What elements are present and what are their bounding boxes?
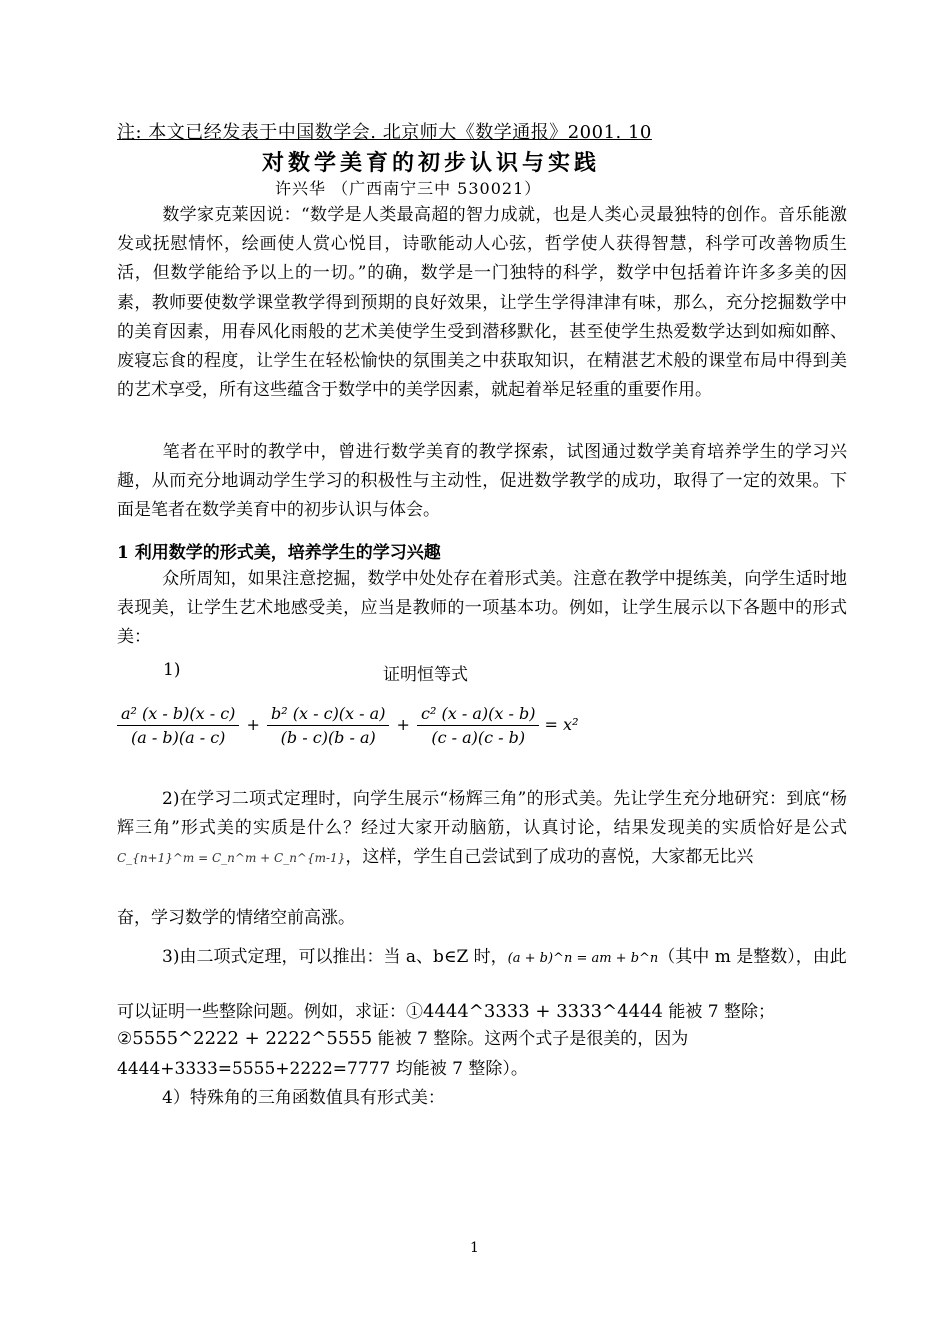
item3-text-f: 能被 7 整除。这两个式子是很美的，因为	[372, 1029, 689, 1049]
item2-text-a: 2)在学习二项式定理时，向学生展示“杨辉三角”的形式美。先让学生充分地研究：到底“杨辉三角”形式美的实质是什么？经过大家开动脑筋，认真讨论，结果发现美的实质恰好是公式	[117, 789, 847, 839]
item3-text-a: 3)由二项式定理，可以推出：当 a、b∈Z 时，	[162, 947, 508, 967]
page-number: 1	[470, 1240, 479, 1256]
paragraph-formal-beauty	[117, 565, 847, 653]
item1-text: 证明恒等式	[383, 665, 468, 685]
section-heading: 1 利用数学的形式美，培养学生的学习兴趣	[117, 543, 441, 563]
publication-note: 注: 本文已经发表于中国数学会. 北京师大《数学通报》2001. 10	[117, 122, 652, 143]
binomial-formula: (a + b)^n = am + b^n	[507, 951, 659, 966]
term2-denominator: (b - c)(b - a)	[280, 728, 376, 747]
item3-text-d: 能被 7 整除；	[662, 1002, 775, 1022]
equation-term-3	[417, 704, 539, 747]
equation-rhs: = x²	[544, 715, 579, 734]
item3-line-4: 4444+3333=5555+2222=7777 均能被 7 整除）。	[117, 1059, 528, 1079]
paragraph-formal-beauty-text: 众所周知，如果注意挖掘，数学中处处存在着形式美。注意在教学中提练美，向学生适时地表现美，让学生艺术地感受美，应当是教师的一项基本功。例如，让学生展示以下各题中的形式美：	[117, 569, 847, 648]
equation-term-1	[117, 704, 239, 747]
term1-denominator: (a - b)(a - c)	[131, 728, 226, 747]
paragraph-practice-text: 笔者在平时的教学中，曾进行数学美育的教学探索，试图通过数学美育培养学生的学习兴趣，从而充分地调动学生学习的积极性与主动性，促进数学教学的成功，取得了一定的效果。下面是笔者在数学美育中的初步认识与体会。	[117, 442, 847, 521]
item3-text-c: 可以证明一些整除问题。例如，求证：①	[117, 1002, 423, 1022]
expression-1: 4444^3333 + 3333^4444	[423, 1001, 663, 1022]
article-title: 对数学美育的初步认识与实践	[262, 150, 601, 176]
term1-numerator: a² (x - b)(x - c)	[117, 704, 239, 726]
item3-text-e: ②	[117, 1029, 133, 1049]
paragraph-practice	[117, 438, 847, 526]
item3-text-b: （其中 m 是整数），由此	[658, 947, 847, 967]
item3-line-2	[117, 997, 775, 1022]
item2-paragraph	[117, 785, 847, 874]
term3-numerator: c² (x - a)(x - b)	[417, 704, 539, 726]
item2-text-b: ，这样，学生自己尝试到了成功的喜悦，大家都无比兴	[345, 847, 754, 868]
term3-denominator: (c - a)(c - b)	[431, 728, 526, 747]
paragraph-intro-text: 数学家克莱因说：“数学是人类最高超的智力成就，也是人类心灵最独特的创作。音乐能激发或抚慰情怀，绘画使人赏心悦目，诗歌能动人心弦，哲学使人获得智慧，科学可改善物质生活，但数学能给予以上的一切。”的确，数学是一门独特的科学，数学中包括着许许多多美的因素，教师要使数学课堂教学得到预期的良好效果，让学生学得津津有味，那么，充分挖掘数学中的美育因素，用春风化雨般的艺术美使学生受到潜移默化，甚至使学生热爱数学达到如痴如醉、废寝忘食的程度，让学生在轻松愉快的氛围美之中获取知识，在精湛艺术般的课堂布局中得到美的艺术享受，所有这些蕴含于数学中的美学因素，就起着举足轻重的重要作用。	[117, 205, 847, 401]
author-line: 许兴华 （广西南宁三中 530021）	[275, 179, 542, 198]
pascal-formula: C_{n+1}^m = C_n^m + C_n^{m-1}	[117, 851, 346, 866]
term2-numerator: b² (x - c)(x - a)	[267, 704, 389, 726]
paragraph-intro	[117, 201, 847, 405]
equation-term-2	[267, 704, 389, 747]
item2-line-end: 奋，学习数学的情绪空前高涨。	[117, 908, 355, 928]
identity-equation: $\frac{\text{a² (x - b)(x - c)}}{(a - b)(a - c)}$ + $\frac{\text{b² (x - c)(x - a)}}{(b - c)(b - a)}$ + $\frac{\text{c² (x - a)(x - b)}}{(c - a)(c - b)}$ = x²	[117, 704, 578, 747]
item3-line-3	[117, 1024, 688, 1049]
item3-line-1	[162, 942, 847, 967]
expression-2: 5555^2222 + 2222^5555	[132, 1028, 373, 1049]
item4-line: 4）特殊角的三角函数值具有形式美：	[162, 1088, 445, 1108]
item1-label: 1)	[163, 660, 181, 680]
